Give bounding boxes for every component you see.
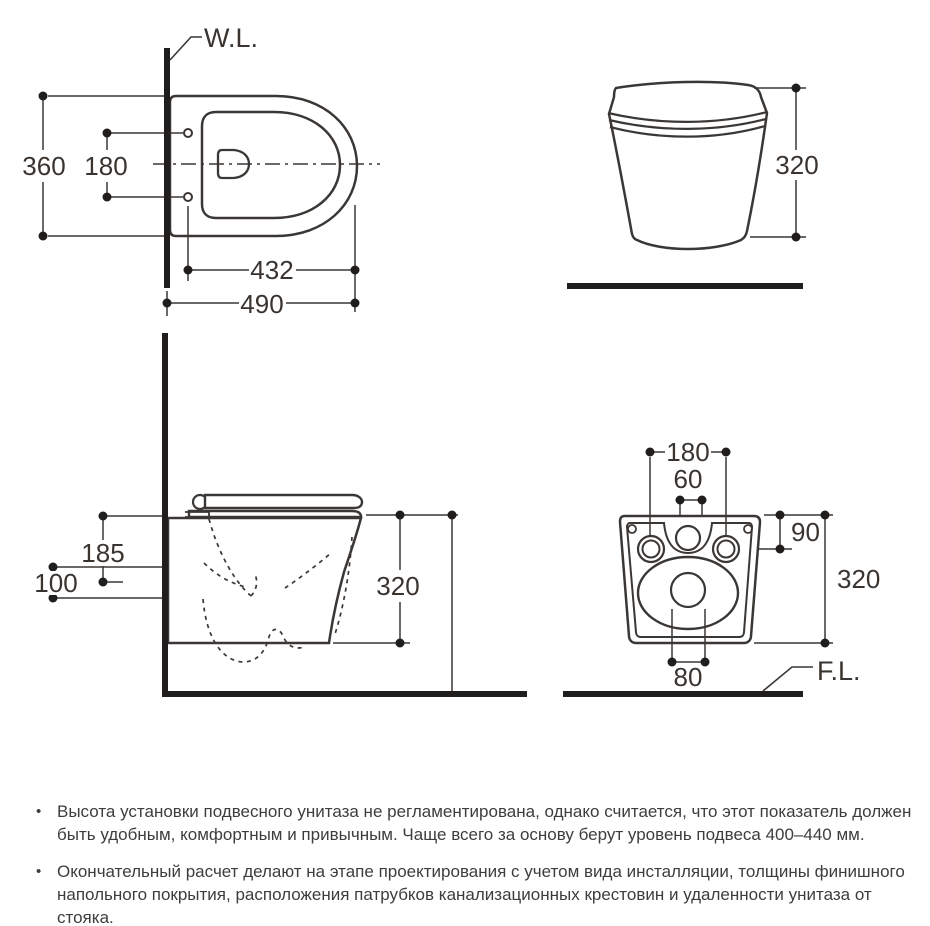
- mounting-hole-bottom: [184, 193, 192, 201]
- dim-100-label: 100: [34, 568, 78, 598]
- toilet-front-outline: [609, 82, 767, 249]
- floor-line-label: F.L.: [817, 656, 861, 686]
- dim-180-label: 180: [84, 151, 128, 181]
- dim-60-label: 60: [673, 464, 703, 494]
- note-item-2: [36, 860, 920, 926]
- wall-label-leader: [170, 37, 202, 60]
- dim-90-label: 90: [791, 517, 820, 547]
- toilet-side-body: [168, 518, 361, 643]
- note-text-2: Окончательный расчет делают на этапе проектирования с учетом вида инсталляции, толщины финишного напольного покрытия, расположения патрубков канализационных крестовин и удаленности унитаза от стояка.: [57, 862, 905, 926]
- mounting-hole-top: [184, 129, 192, 137]
- back-view: [563, 437, 880, 694]
- notes-section: [36, 800, 920, 926]
- dim-80-label: 80: [673, 662, 703, 692]
- front-view: [567, 82, 819, 286]
- note-item-1: [36, 800, 920, 846]
- bullet-marker: •: [36, 863, 42, 880]
- floor-label-leader: [763, 667, 813, 691]
- side-view: [34, 333, 527, 697]
- dim-320-side-label: 320: [376, 571, 420, 601]
- top-view: [22, 23, 380, 319]
- dim-320-front-label: 320: [775, 150, 819, 180]
- seat-ring-side: [189, 511, 361, 517]
- seat-lid-side: [205, 495, 362, 508]
- dim-432-label: 432: [250, 255, 294, 285]
- toilet-plan-outline: [170, 96, 357, 236]
- dim-185: [81, 512, 165, 587]
- note-text-1: Высота установки подвесного унитаза не регламентирована, однако считается, что этот показатель должен быть удобным, комфортным и привычным. Чаще всего за основу берут уровень подвеса 400–440 мм.: [57, 802, 912, 844]
- dim-490: [163, 289, 360, 319]
- dim-490-label: 490: [240, 289, 284, 319]
- wall-line-label: W.L.: [204, 23, 259, 53]
- bullet-marker: •: [36, 803, 42, 820]
- dim-185-label: 185: [81, 538, 125, 568]
- dim-180-back-label: 180: [666, 437, 710, 467]
- hang-height-reference: [448, 511, 457, 695]
- dim-360-label: 360: [22, 151, 66, 181]
- dim-320-back-label: 320: [837, 564, 881, 594]
- dim-60: [674, 464, 707, 516]
